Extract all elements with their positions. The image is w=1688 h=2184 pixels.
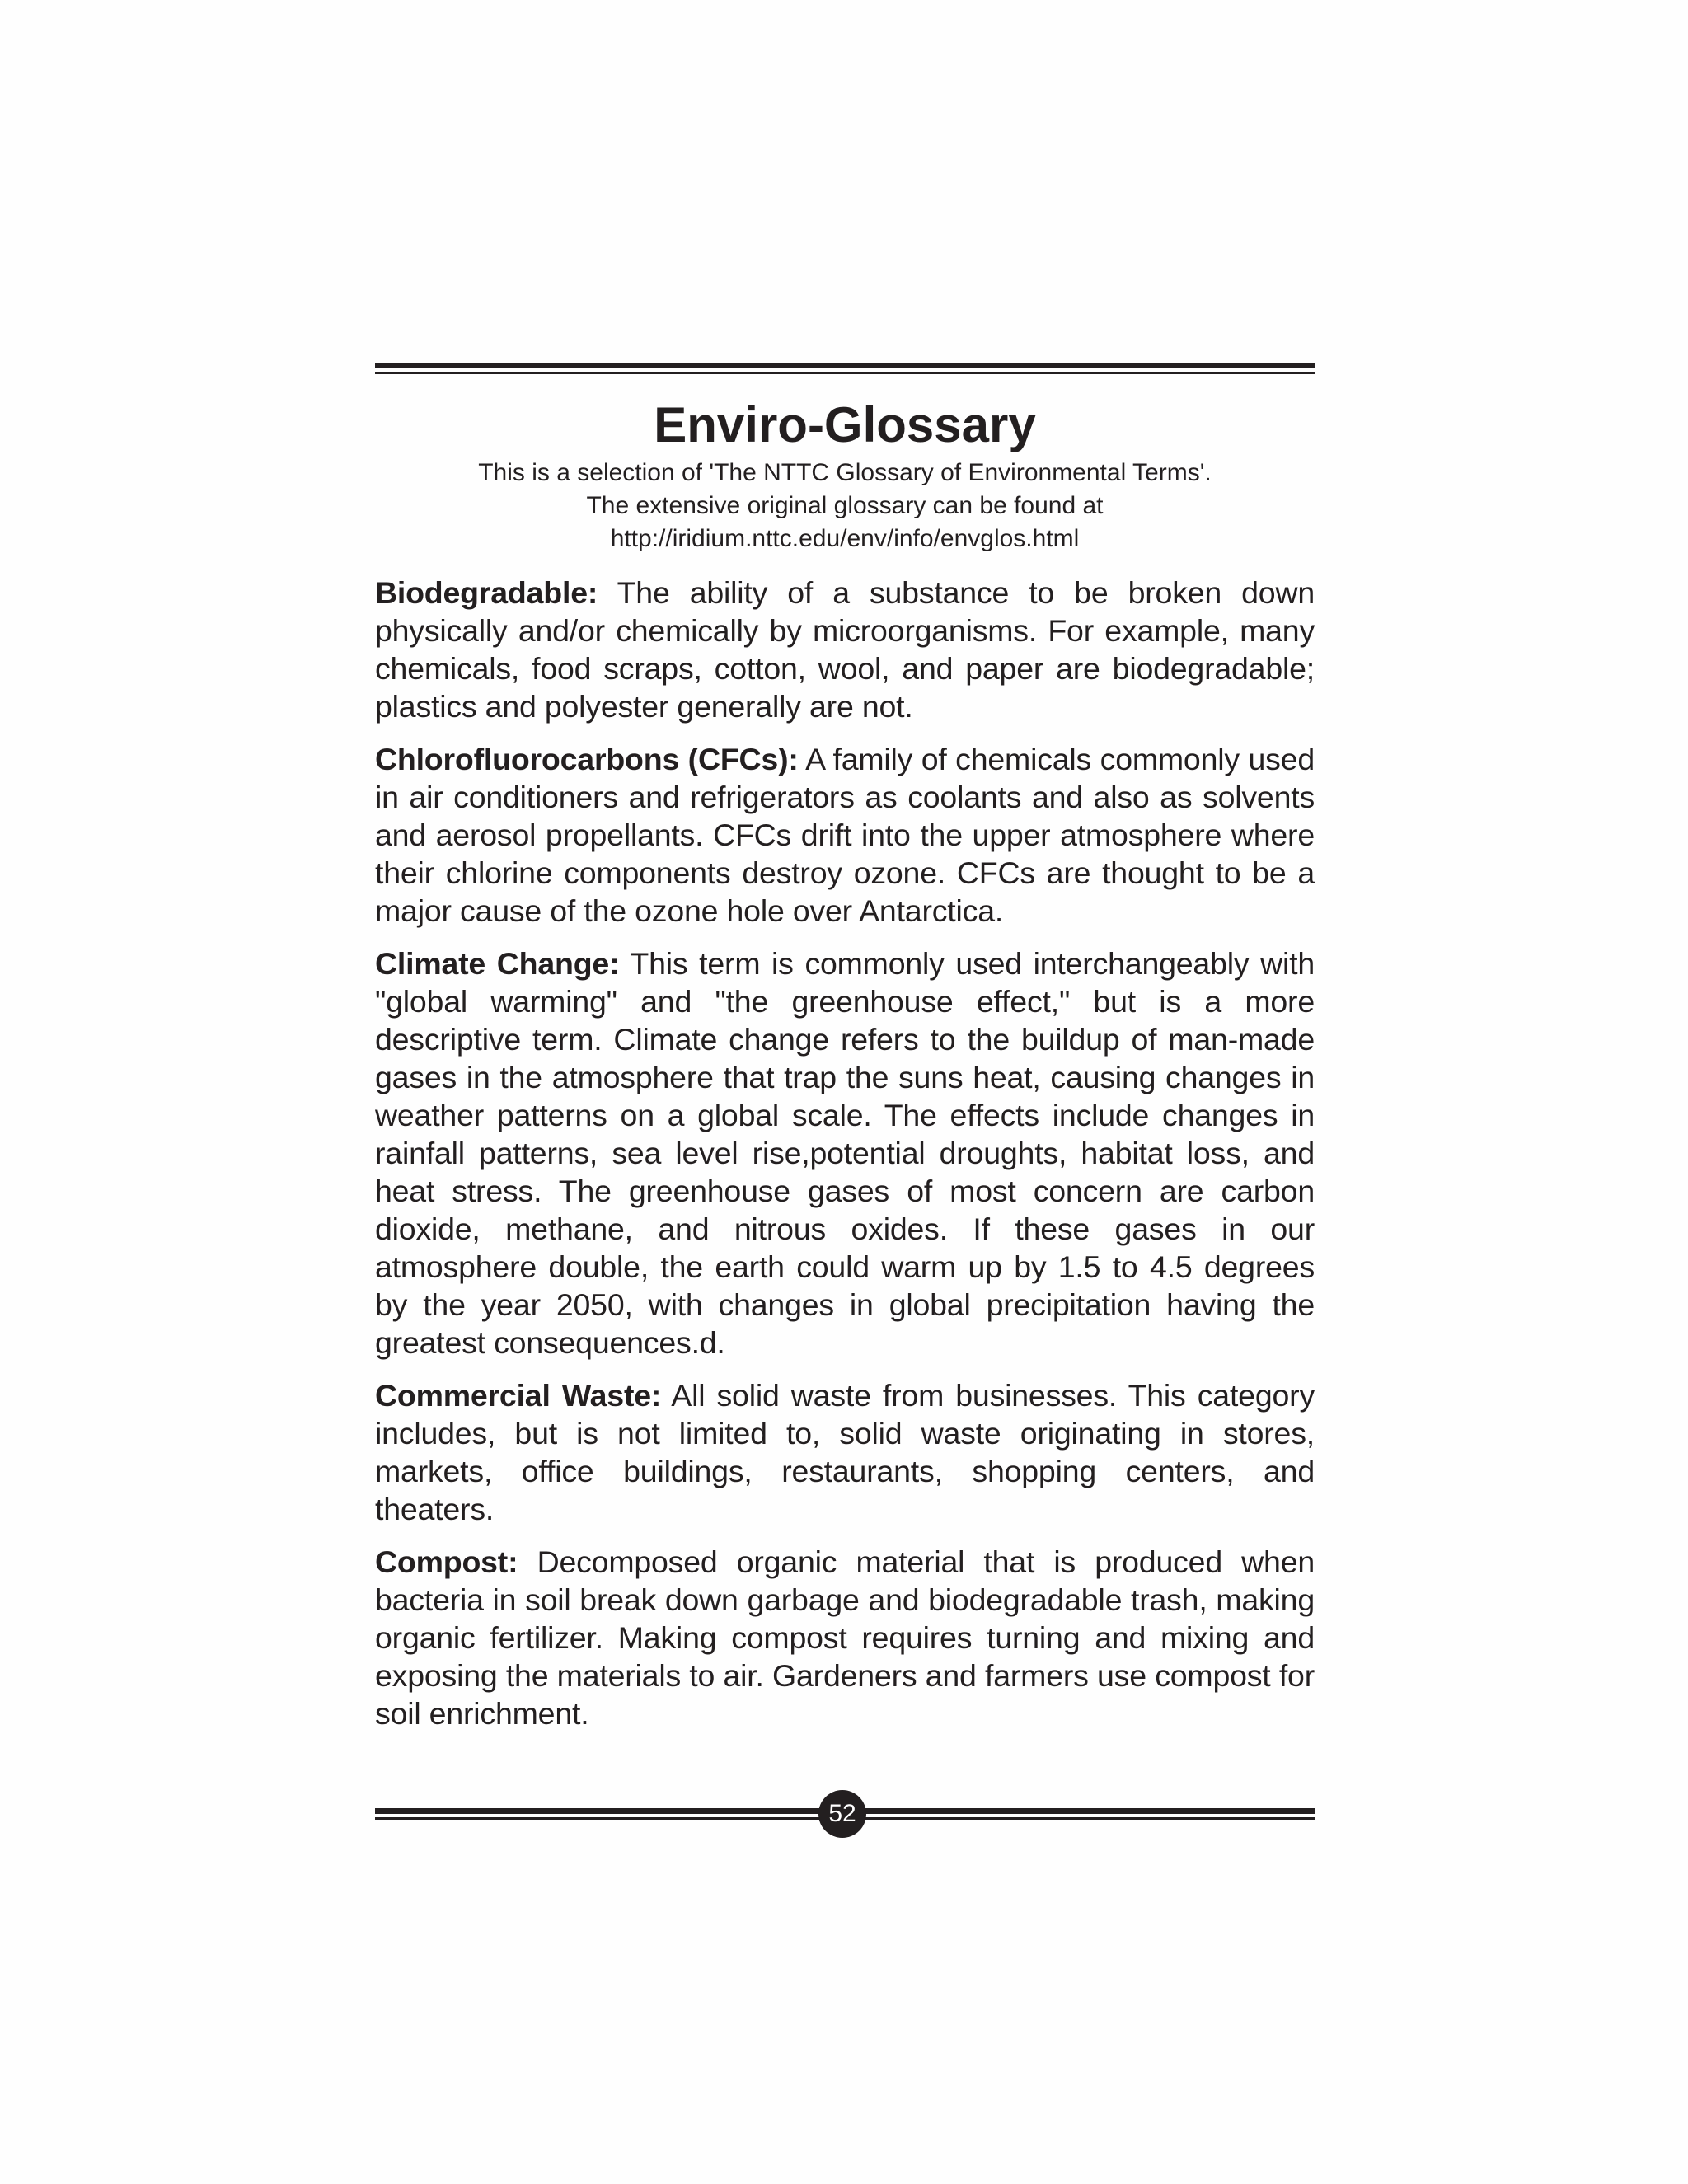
glossary-term: Commercial Waste: — [375, 1378, 662, 1413]
glossary-term: Biodegradable: — [375, 575, 598, 610]
intro-line-2: The extensive original glossary can be found at — [586, 492, 1104, 519]
glossary-entry-chlorofluorocarbons — [375, 740, 1315, 930]
glossary-entries — [375, 574, 1315, 1732]
glossary-entry-compost — [375, 1543, 1315, 1732]
glossary-definition: A family of chemicals commonly used in air conditioners and refrigerators as coolants and also as solvents and aerosol propellants. CFCs drift into the upper atmosphere where their chlorine components destroy ozone. CFCs are thought to be a major cause of the ozone hole over Antarctica. — [375, 742, 1315, 928]
bottom-rule — [375, 1800, 1315, 1838]
top-rule — [375, 363, 1315, 374]
top-rule-thick-line — [375, 363, 1315, 368]
glossary-term: Chlorofluorocarbons (CFCs): — [375, 742, 799, 776]
glossary-term: Compost: — [375, 1544, 518, 1579]
glossary-definition: All solid waste from businesses. This category includes, but is not limited to, solid waste originating in stores, markets, office buildings, restaurants, shopping centers, and theaters. — [375, 1378, 1315, 1526]
glossary-definition: This term is commonly used interchangeably with "global warming" and "the greenhouse effect," but is a more descriptive term. Climate change refers to the buildup of man-made gases in the atmosphere that trap the suns heat, causing changes in weather patterns on a global scale. The effects include changes in rainfall patterns, sea level rise,potential droughts, habitat loss, and heat stress. The greenhouse gases of most concern are carbon dioxide, methane, and nitrous oxides. If these gases in our atmosphere double, the earth could warm up by 1.5 to 4.5 degrees by the year 2050, with changes in global precipitation having the greatest consequences.d. — [375, 946, 1315, 1360]
glossary-entry-commercial-waste — [375, 1376, 1315, 1528]
glossary-entry-climate-change — [375, 944, 1315, 1361]
glossary-entry-biodegradable — [375, 574, 1315, 725]
intro-text — [375, 457, 1315, 555]
top-rule-thin-line — [375, 372, 1315, 374]
page-number-badge: 52 — [818, 1790, 866, 1838]
glossary-content — [375, 397, 1315, 1747]
intro-line-3-url: http://iridium.nttc.edu/env/info/envglos.html — [610, 525, 1080, 552]
intro-line-1: This is a selection of 'The NTTC Glossary of Environmental Terms'. — [478, 459, 1212, 486]
page-title: Enviro-Glossary — [654, 397, 1036, 452]
glossary-term: Climate Change: — [375, 946, 620, 981]
glossary-definition: The ability of a substance to be broken down physically and/or chemically by microorganisms. For example, many chemicals, food scraps, cotton, wool, and paper are biodegradable; plastics and polyester generally are not. — [375, 575, 1315, 724]
glossary-definition: Decomposed organic material that is produced when bacteria in soil break down garbage and biodegradable trash, making organic fertilizer. Making compost requires turning and mixing and exposing the materials to air. Gardeners and farmers use compost for soil enrichment. — [375, 1544, 1315, 1731]
